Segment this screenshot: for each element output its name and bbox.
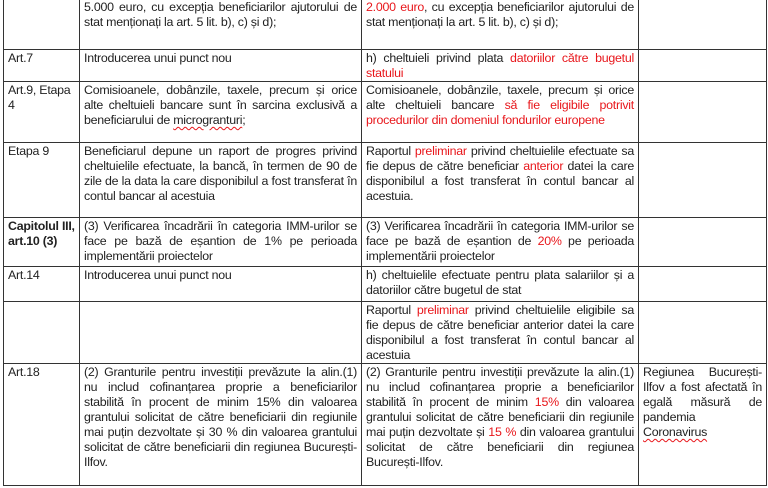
cell-text: Beneficiarul depune un raport de progres privind cheltuielile efectuate, la bancă, în termen de 90 de zile de la data la care disponibilul a fost transferat în contul bancar al acestuia <box>84 144 357 203</box>
original-text-cell <box>80 218 362 267</box>
amended-text-cell <box>362 267 639 302</box>
highlighted-change-text: 20% <box>537 234 562 248</box>
amended-text-cell <box>362 302 639 364</box>
amended-text-cell <box>362 218 639 267</box>
cell-text: microgranturi <box>173 113 243 127</box>
highlighted-change-text: preliminar <box>414 144 467 158</box>
table-row <box>4 143 767 218</box>
cell-text: Art.9, Etapa 4 <box>8 83 71 112</box>
justification-cell <box>639 143 767 218</box>
cell-text: Raportul <box>366 144 415 158</box>
original-text-cell <box>80 143 362 218</box>
highlighted-change-text: 15% <box>534 395 559 409</box>
cell-text: privind cheltuielile efectuate sa fie depus de către beneficiar <box>366 144 634 173</box>
cell-text: Introducerea unui punct nou <box>84 51 232 65</box>
article-cell <box>4 267 80 302</box>
table-row <box>4 50 767 82</box>
justification-cell <box>639 82 767 143</box>
article-cell <box>4 0 80 50</box>
cell-text: Art.14 <box>8 268 40 282</box>
article-cell <box>4 82 80 143</box>
cell-text: h) cheltuieli privind plata <box>366 51 511 65</box>
cell-text: Regiunea București-Ilfov a fost afectată în egală măsură de pandemia <box>643 365 762 424</box>
highlighted-change-text: să fie eligibile potrivit procedurilor din domeniul fondurilor europene <box>366 98 634 127</box>
cell-text: Comisioanele, dobânzile, taxele, precum și orice alte cheltuieli bancare <box>366 83 634 112</box>
cell-text: pe perioada implementării proiectelor <box>366 234 634 263</box>
cell-text: h) cheltuielile efectuate pentru plata salariilor și a datoriilor către bugetul de stat <box>366 268 634 297</box>
article-cell <box>4 143 80 218</box>
cell-text: Comisioanele, dobânzile, taxele, precum și orice alte cheltuieli bancare sunt în sarcina exclusivă a beneficiarului de <box>84 83 357 127</box>
original-text-cell <box>80 0 362 50</box>
cell-text: ; <box>242 113 246 127</box>
highlighted-change-text: preliminar <box>416 303 469 317</box>
amended-text-cell <box>362 82 639 143</box>
table-row <box>4 82 767 143</box>
justification-cell <box>639 50 767 82</box>
table-body <box>4 0 767 486</box>
original-text-cell <box>80 267 362 302</box>
cell-text: Raportul <box>366 303 417 317</box>
cell-text: din valoarea grantului solicitat de către beneficiarii din regiunea București-Ilfov. <box>366 425 634 469</box>
cell-text: datei la care disponibilul a fost transferat în contul bancar al acestuia. <box>366 159 634 203</box>
justification-cell <box>639 0 767 50</box>
original-text-cell <box>80 302 362 364</box>
highlighted-change-text: 15 % <box>488 425 517 439</box>
table-row <box>4 364 767 486</box>
cell-text: Art.7 <box>8 51 33 65</box>
justification-cell <box>639 302 767 364</box>
cell-text: privind cheltuielile eligibile sa fie depus de către beneficiar anterior datei la care disponibilul a fost transferat în contul bancar al acestuia <box>366 303 635 362</box>
justification-cell <box>639 218 767 267</box>
original-text-cell <box>80 364 362 486</box>
original-text-cell <box>80 82 362 143</box>
cell-text: Introducerea unui punct nou <box>84 268 232 282</box>
cell-text: (2) Granturile pentru investiții prevăzute la alin.(1) nu includ cofinanțarea proprie a beneficiarilor stabilită în procent de minim 15% din valoarea grantului solicitat de către beneficiarii din regiunile mai puțin dezvoltate și 30 % din valoarea grantului solicitat de către beneficiarii din regiunea București-Ilfov. <box>84 365 357 469</box>
article-cell <box>4 50 80 82</box>
table-row <box>4 302 767 364</box>
cell-text: 5.000 euro, cu excepția beneficiarilor ajutorului de stat menționați la art. 5 lit. b), c) și d); <box>84 0 357 29</box>
article-cell <box>4 218 80 267</box>
article-cell <box>4 364 80 486</box>
table-row <box>4 0 767 50</box>
amended-text-cell <box>362 364 639 486</box>
amended-text-cell <box>362 50 639 82</box>
cell-text: Capitolul III, art.10 (3) <box>8 219 75 248</box>
cell-text: (2) Granturile pentru investiții prevăzute la alin.(1) nu includ cofinanțarea proprie a beneficiarilor stabilită în procent de minim <box>366 365 634 409</box>
justification-cell <box>639 364 767 486</box>
cell-text: , cu excepția beneficiarilor ajutorului de stat menționați la art. 5 lit. b), c) și d); <box>366 0 634 29</box>
highlighted-change-text: anterior <box>523 159 564 173</box>
original-text-cell <box>80 50 362 82</box>
amended-text-cell <box>362 143 639 218</box>
table-row <box>4 218 767 267</box>
article-cell <box>4 302 80 364</box>
cell-text: Art.18 <box>8 365 40 379</box>
amended-text-cell <box>362 0 639 50</box>
highlighted-change-text: datoriilor către bugetul statului <box>366 51 634 80</box>
cell-text: Coronavirus <box>643 425 708 439</box>
cell-text: (3) Verificarea încadrării în categoria IMM-urilor se face pe bază de eșantion de <box>366 219 634 248</box>
comparison-table <box>3 0 767 486</box>
highlighted-change-text: 2.000 euro <box>366 0 425 14</box>
cell-text: Etapa 9 <box>8 144 49 158</box>
cell-text: (3) Verificarea încadrării în categoria IMM-urilor se face pe bază de eșantion de 1% pe perioada implementării proiectelor <box>84 219 357 263</box>
justification-cell <box>639 267 767 302</box>
cell-text: din valoarea grantului solicitat de către beneficiarii din regiunile mai puțin dezvoltate și <box>366 395 634 439</box>
table-row <box>4 267 767 302</box>
